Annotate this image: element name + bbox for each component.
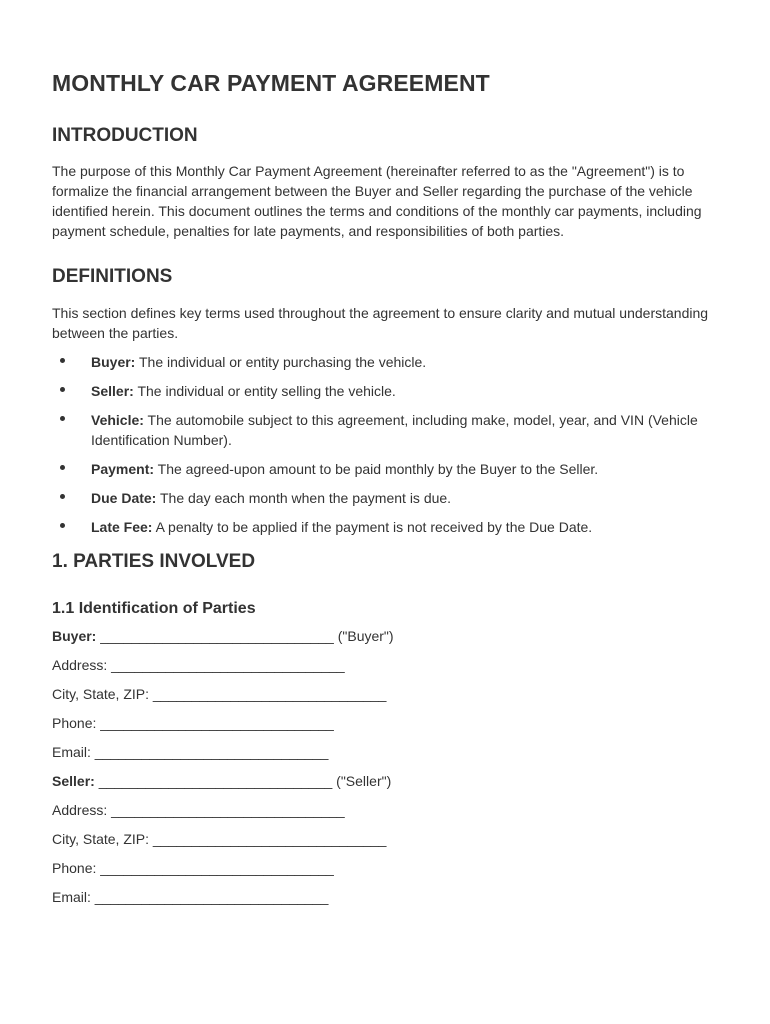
definition-term: Buyer: bbox=[91, 354, 136, 370]
definition-text: The individual or entity purchasing the vehicle. bbox=[135, 354, 427, 370]
bullet-icon bbox=[60, 387, 65, 392]
buyer-email-field[interactable]: Email: ______________________________ bbox=[52, 744, 329, 760]
definition-text: A penalty to be applied if the payment is not received by the Due Date. bbox=[152, 519, 593, 535]
definition-item-seller bbox=[52, 381, 718, 401]
definition-term: Payment: bbox=[91, 461, 155, 477]
definition-item-due-date bbox=[52, 488, 718, 508]
seller-email-field[interactable]: Email: ______________________________ bbox=[52, 889, 329, 905]
document-title: MONTHLY CAR PAYMENT AGREEMENT bbox=[52, 70, 490, 96]
buyer-phone-field[interactable]: Phone: ______________________________ bbox=[52, 715, 334, 731]
definition-term: Vehicle: bbox=[91, 412, 144, 428]
buyer-label: Buyer: bbox=[52, 628, 97, 644]
buyer-name-field[interactable] bbox=[52, 626, 718, 646]
bullet-icon bbox=[60, 523, 65, 528]
buyer-line: ______________________________ ("Buyer") bbox=[96, 628, 394, 644]
parties-heading: 1. PARTIES INVOLVED bbox=[52, 551, 256, 572]
definition-item-late-fee bbox=[52, 517, 718, 537]
definition-text: The individual or entity selling the vehicle. bbox=[133, 383, 396, 399]
definition-item-vehicle bbox=[52, 410, 718, 450]
definitions-paragraph: This section defines key terms used throughout the agreement to ensure clarity and mutual understanding between the parties. bbox=[52, 305, 709, 341]
bullet-icon bbox=[60, 465, 65, 470]
seller-city-field[interactable]: City, State, ZIP: ______________________________ bbox=[52, 831, 387, 847]
seller-line: ______________________________ ("Seller") bbox=[94, 773, 392, 789]
bullet-icon bbox=[60, 494, 65, 499]
definition-text: The automobile subject to this agreement, including make, model, year, and VIN (Vehicle Identification Number). bbox=[91, 412, 698, 448]
definitions-list bbox=[52, 352, 718, 537]
definition-term: Seller: bbox=[91, 383, 134, 399]
definition-item-payment bbox=[52, 459, 718, 479]
seller-name-field[interactable] bbox=[52, 771, 718, 791]
definition-term: Due Date: bbox=[91, 490, 157, 506]
seller-phone-field[interactable]: Phone: ______________________________ bbox=[52, 860, 334, 876]
introduction-heading: INTRODUCTION bbox=[52, 125, 198, 146]
bullet-icon bbox=[60, 416, 65, 421]
parties-fields bbox=[52, 626, 718, 907]
definition-text: The agreed-upon amount to be paid monthly by the Buyer to the Seller. bbox=[154, 461, 599, 477]
seller-label: Seller: bbox=[52, 773, 95, 789]
introduction-paragraph: The purpose of this Monthly Car Payment Agreement (hereinafter referred to as the "Agreement") is to formalize the financial arrangement between the Buyer and Seller regarding the purchase of the vehicle identified herein. This document outlines the terms and conditions of the monthly car payments, including payment schedule, penalties for late payments, and responsibilities of both parties. bbox=[52, 163, 702, 239]
seller-address-field[interactable]: Address: ______________________________ bbox=[52, 802, 345, 818]
definition-text: The day each month when the payment is due. bbox=[156, 490, 452, 506]
buyer-address-field[interactable]: Address: ______________________________ bbox=[52, 657, 345, 673]
definitions-heading: DEFINITIONS bbox=[52, 266, 173, 287]
definition-item-buyer bbox=[52, 352, 718, 372]
identification-subheading: 1.1 Identification of Parties bbox=[52, 600, 256, 617]
definition-term: Late Fee: bbox=[91, 519, 153, 535]
buyer-city-field[interactable]: City, State, ZIP: ______________________________ bbox=[52, 686, 387, 702]
bullet-icon bbox=[60, 358, 65, 363]
